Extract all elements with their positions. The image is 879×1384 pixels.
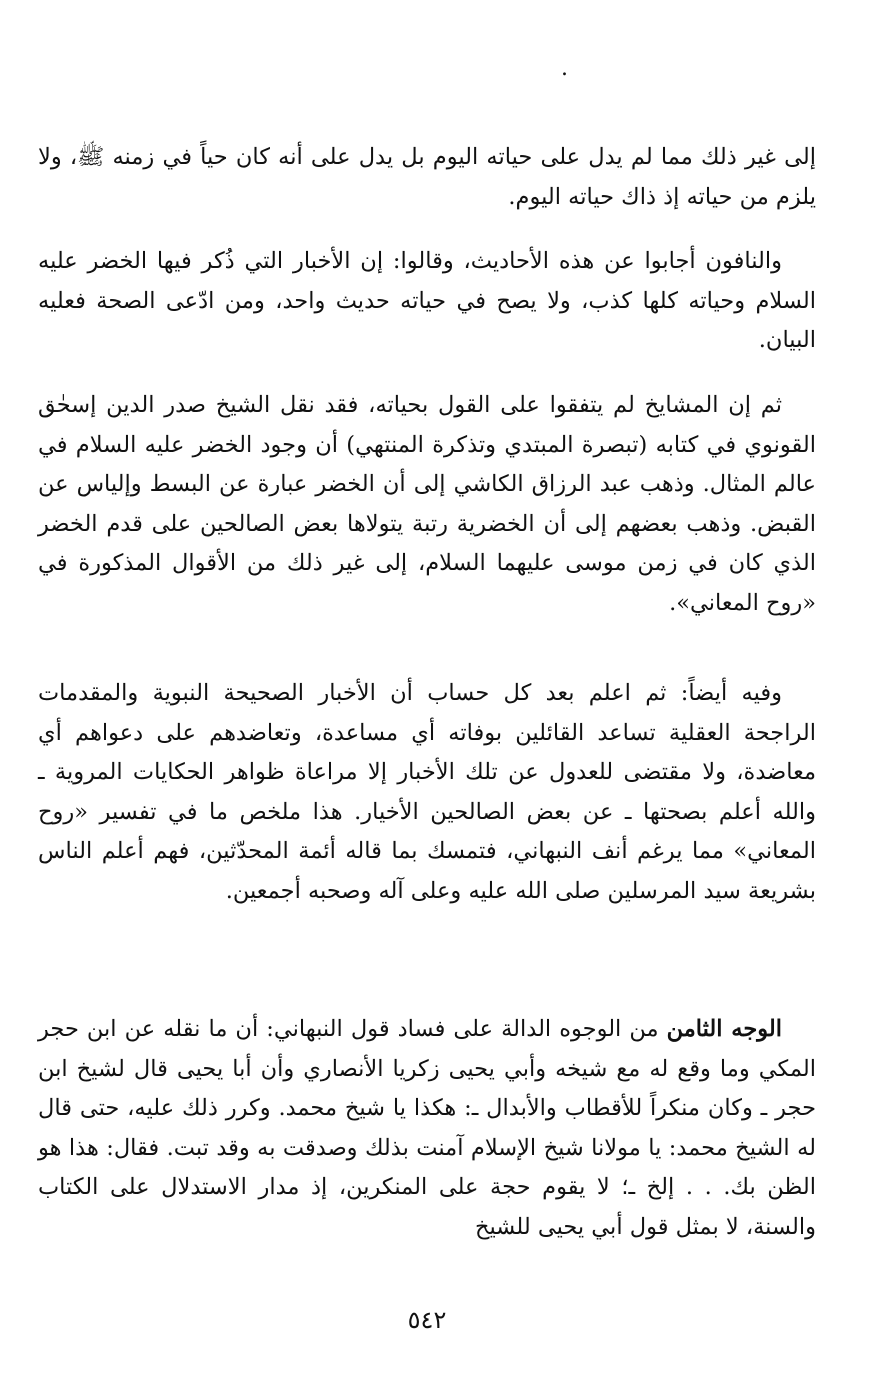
paragraph-2: والنافون أجابوا عن هذه الأحاديث، وقالوا: إن الأخبار التي ذُكر فيها الخضر عليه السلام وحياته كلها كذب، ولا يصح في حياته حديث واحد، ومن ادّعى الصحة فعليه البيان. (38, 248, 816, 353)
document-page (38, 0, 816, 1384)
paragraph-4: وفيه أيضاً: ثم اعلم بعد كل حساب أن الأخبار الصحيحة النبوية والمقدمات الراجحة العقلية تساعد القائلين بوفاته أي مساعدة، وتعاضدهم على دعواهم أي معاضدة، ولا مقتضى للعدول عن تلك الأخبار إلا مراعاة ظواهر الحكايات المروية ـ والله أعلم بصحتها ـ عن بعض الصالحين الأخيار. هذا ملخص ما في تفسير «روح المعاني» مما يرغم أنف النبهاني، فتمسك بما قاله أئمة المحدّثين، فهم أعلم الناس بشريعة سيد المرسلين صلى الله عليه وعلى آله وصحبه أجمعين. (38, 680, 816, 904)
paragraph-5 (38, 1010, 816, 1247)
paragraph-3: ثم إن المشايخ لم يتفقوا على القول بحياته، فقد نقل الشيخ صدر الدين إسحٰق القونوي في كتابه (تبصرة المبتدي وتذكرة المنتهي) أن وجود الخضر عليه السلام في عالم المثال. وذهب عبد الرزاق الكاشي إلى أن الخضر عبارة عن البسط وإلياس عن القبض. وذهب بعضهم إلى أن الخضرية رتبة يتولاها بعض الصالحين على قدم الخضر الذي كان في زمن موسى عليهما السلام، إلى غير ذلك من الأقوال المذكورة في «روح المعاني». (38, 392, 816, 616)
paragraph-5-text: من الوجوه الدالة على فساد قول النبهاني: أن ما نقله عن ابن حجر المكي وما وقع له مع شيخه وأبي يحيى زكريا الأنصاري وأن أبا يحيى قال لشيخ ابن حجر ـ وكان منكراً للأقطاب والأبدال ـ: هكذا يا شيخ محمد. وكرر ذلك عليه، حتى قال له الشيخ محمد: يا مولانا شيخ الإسلام آمنت بذلك وصدقت به وقد تبت. فقال: هذا هو الظن بك. . . إلخ ـ؛ لا يقوم حجة على المنكرين، إذ مدار الاستدلال على الكتاب والسنة، لا بمثل قول أبي يحيى للشيخ (38, 1016, 816, 1240)
paragraph-1: إلى غير ذلك مما لم يدل على حياته اليوم بل يدل على أنه كان حياً في زمنه ﷺ، ولا يلزم من حياته إذ ذاك حياته اليوم. (38, 144, 816, 210)
top-mark: . (561, 56, 568, 81)
section-heading: الوجه الثامن (666, 1016, 782, 1042)
page-number: ٥٤٢ (407, 1306, 447, 1334)
